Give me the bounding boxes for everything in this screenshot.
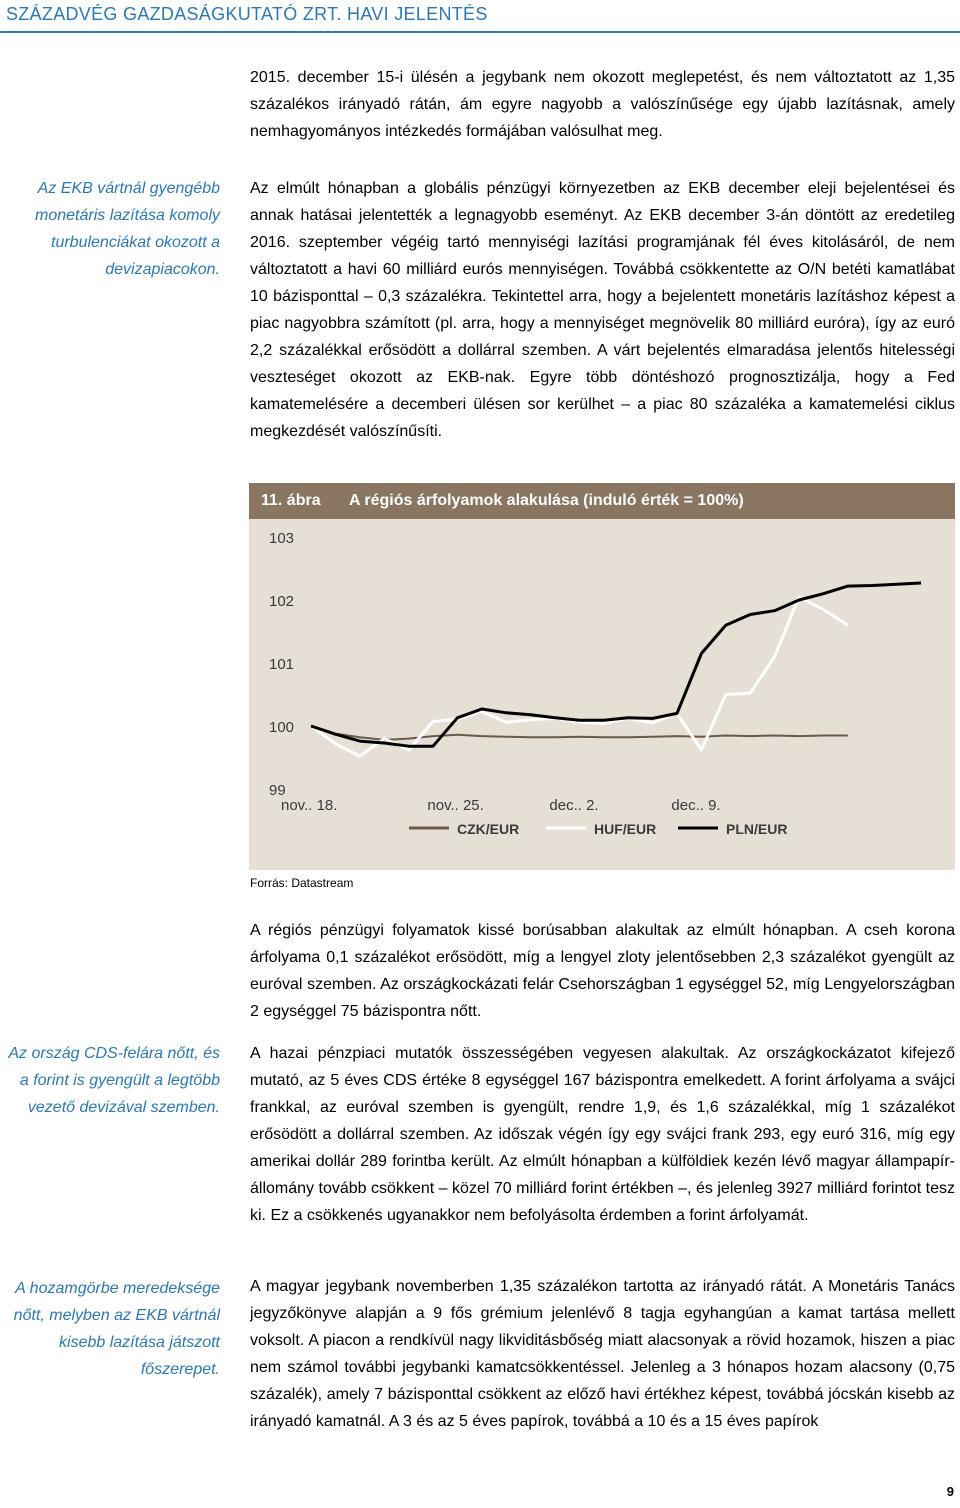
figure-title-bar: [249, 483, 955, 519]
report-header: SZÁZADVÉG GAZDASÁGKUTATÓ ZRT. HAVI JELENTÉS: [6, 4, 488, 24]
x-tick-label: dec.. 9.: [671, 797, 721, 814]
y-tick-label: 99: [269, 782, 286, 799]
y-tick-label: 102: [269, 593, 295, 610]
paragraph-2: Az elmúlt hónapban a globális pénzügyi környezetben az EKB december eleji bejelentései és annak hatásai jelentették a legnagyobb eseményt. Az EKB december 3-án döntött az eredetileg 2016. szeptember végéig tartó mennyiségi lazítási programjának fél éves kitolásáról, de nem változtatott a havi 60 milliárd eurós mennyiségen. Továbbá csökkentette az O/N betéti kamatlábat 10 bázisponttal – 0,3 százalékra. Tekintettel arra, hogy a bejelentett monetáris lazításhoz képest a piac nagyobbra számított (pl. arra, hogy a mennyiséget megnövelik 80 milliárd euróra), így az euró 2,2 százalékkal erősödött a dollárral szemben. A várt bejelentés elmaradása jelentős hitelességi veszteséget okozott az EKB-nak. Egyre több döntéshozó prognosztizálja, hogy a Fed kamatemelésére a decemberi ülésen sor kerülhet – a piac 80 százaléka a kamatemelési ciklus megkezdését valószínűsíti.: [250, 180, 955, 440]
sidenote-cds: Az ország CDS-felára nőtt, és a forint is gyengült a legtöbb vezető devizával szemben.: [8, 1045, 220, 1116]
paragraph-5: A magyar jegybank novemberben 1,35 százalékon tartotta az irányadó rátát. A Monetáris Tanács jegyzőkönyve alapján a 9 fős grémium jelenlévő 8 tagja egyhangúan a kamat tartása mellett voksolt. A piacon a rendkívül nagy likviditásbőség miatt alacsonyak a rövid hozamok, hiszen a piac nem számol további jegybanki kamatcsökkentéssel. Jelenleg a 3 hónapos hozam alacsony (0,75 százalék), amely 7 bázisponttal csökkent az előző havi értékhez képest, továbbá jócskán kisebb az irányadó kamatnál. A 3 és az 5 éves papírok, továbbá a 10 és a 15 éves papírok: [250, 1278, 955, 1430]
exchange-rate-chart: [249, 519, 955, 870]
sidenote-ekb: Az EKB vártnál gyengébb monetáris lazítása komoly turbulenciákat okozott a devizapiacokon.: [35, 180, 220, 278]
paragraph-4: A hazai pénzpiaci mutatók összességében vegyesen alakultak. Az országkockázatot kifejező mutató, az 5 éves CDS értéke 8 egységgel 167 bázispontra emelkedett. A forint árfolyama a svájci frankkal, az euróval szemben is gyengült, rendre 1,9, és 1,6 százalékkal, míg 1 százalékot erősödött a dollárral szemben. Az időszak végén így egy svájci frank 293, egy euró 316, míg egy amerikai dollár 289 forintba került. Az elmúlt hónapban a külföldiek kezén lévő magyar állampapír-állomány tovább csökkent – közel 70 milliárd forint értékben –, és jelenleg 3927 milliárd forintot tesz ki. Ez a csökkenés ugyanakkor nem befolyásolta érdemben a forint árfolyamát.: [250, 1045, 955, 1224]
figure-11: [249, 483, 955, 870]
figure-number: 11. ábra: [261, 492, 321, 509]
sidenote-yield-curve: A hozamgörbe meredeksége nőtt, melyben az EKB vártnál kisebb lazítása játszott főszerepet.: [13, 1280, 220, 1378]
figure-title: A régiós árfolyamok alakulása (induló érték = 100%): [349, 492, 744, 509]
y-tick-label: 100: [269, 719, 295, 736]
series-line-czk-eur: [311, 726, 848, 740]
figure-source: Forrás: Datastream: [250, 876, 354, 890]
page-number: 9: [946, 1484, 954, 1499]
legend-label: HUF/EUR: [594, 821, 657, 837]
x-tick-label: nov.. 25.: [427, 797, 484, 814]
header-rule: [0, 31, 960, 33]
paragraph-1: 2015. december 15-i ülésén a jegybank nem okozott meglepetést, és nem változtatott az 1,35 százalékos irányadó rátán, ám egyre nagyobb a valószínűsége egy újabb lazításnak, amely nemhagyományos intézkedés formájában valósulhat meg.: [250, 69, 955, 140]
legend-label: CZK/EUR: [457, 821, 520, 837]
paragraph-3: A régiós pénzügyi folyamatok kissé borúsabban alakultak az elmúlt hónapban. A cseh korona árfolyama 0,1 százalékot erősödött, míg a lengyel zloty jelentősebben 2,3 százalékot gyengült az euróval szemben. Az országkockázati felár Csehországban 1 egységgel 52, míg Lengyelországban 2 egységgel 75 bázispontra nőtt.: [250, 922, 955, 1020]
y-tick-label: 101: [269, 656, 295, 673]
x-tick-label: dec.. 2.: [549, 797, 599, 814]
series-line-huf-eur: [311, 597, 848, 756]
legend-label: PLN/EUR: [726, 821, 788, 837]
y-tick-label: 103: [269, 530, 295, 547]
x-tick-label: nov.. 18.: [281, 797, 338, 814]
